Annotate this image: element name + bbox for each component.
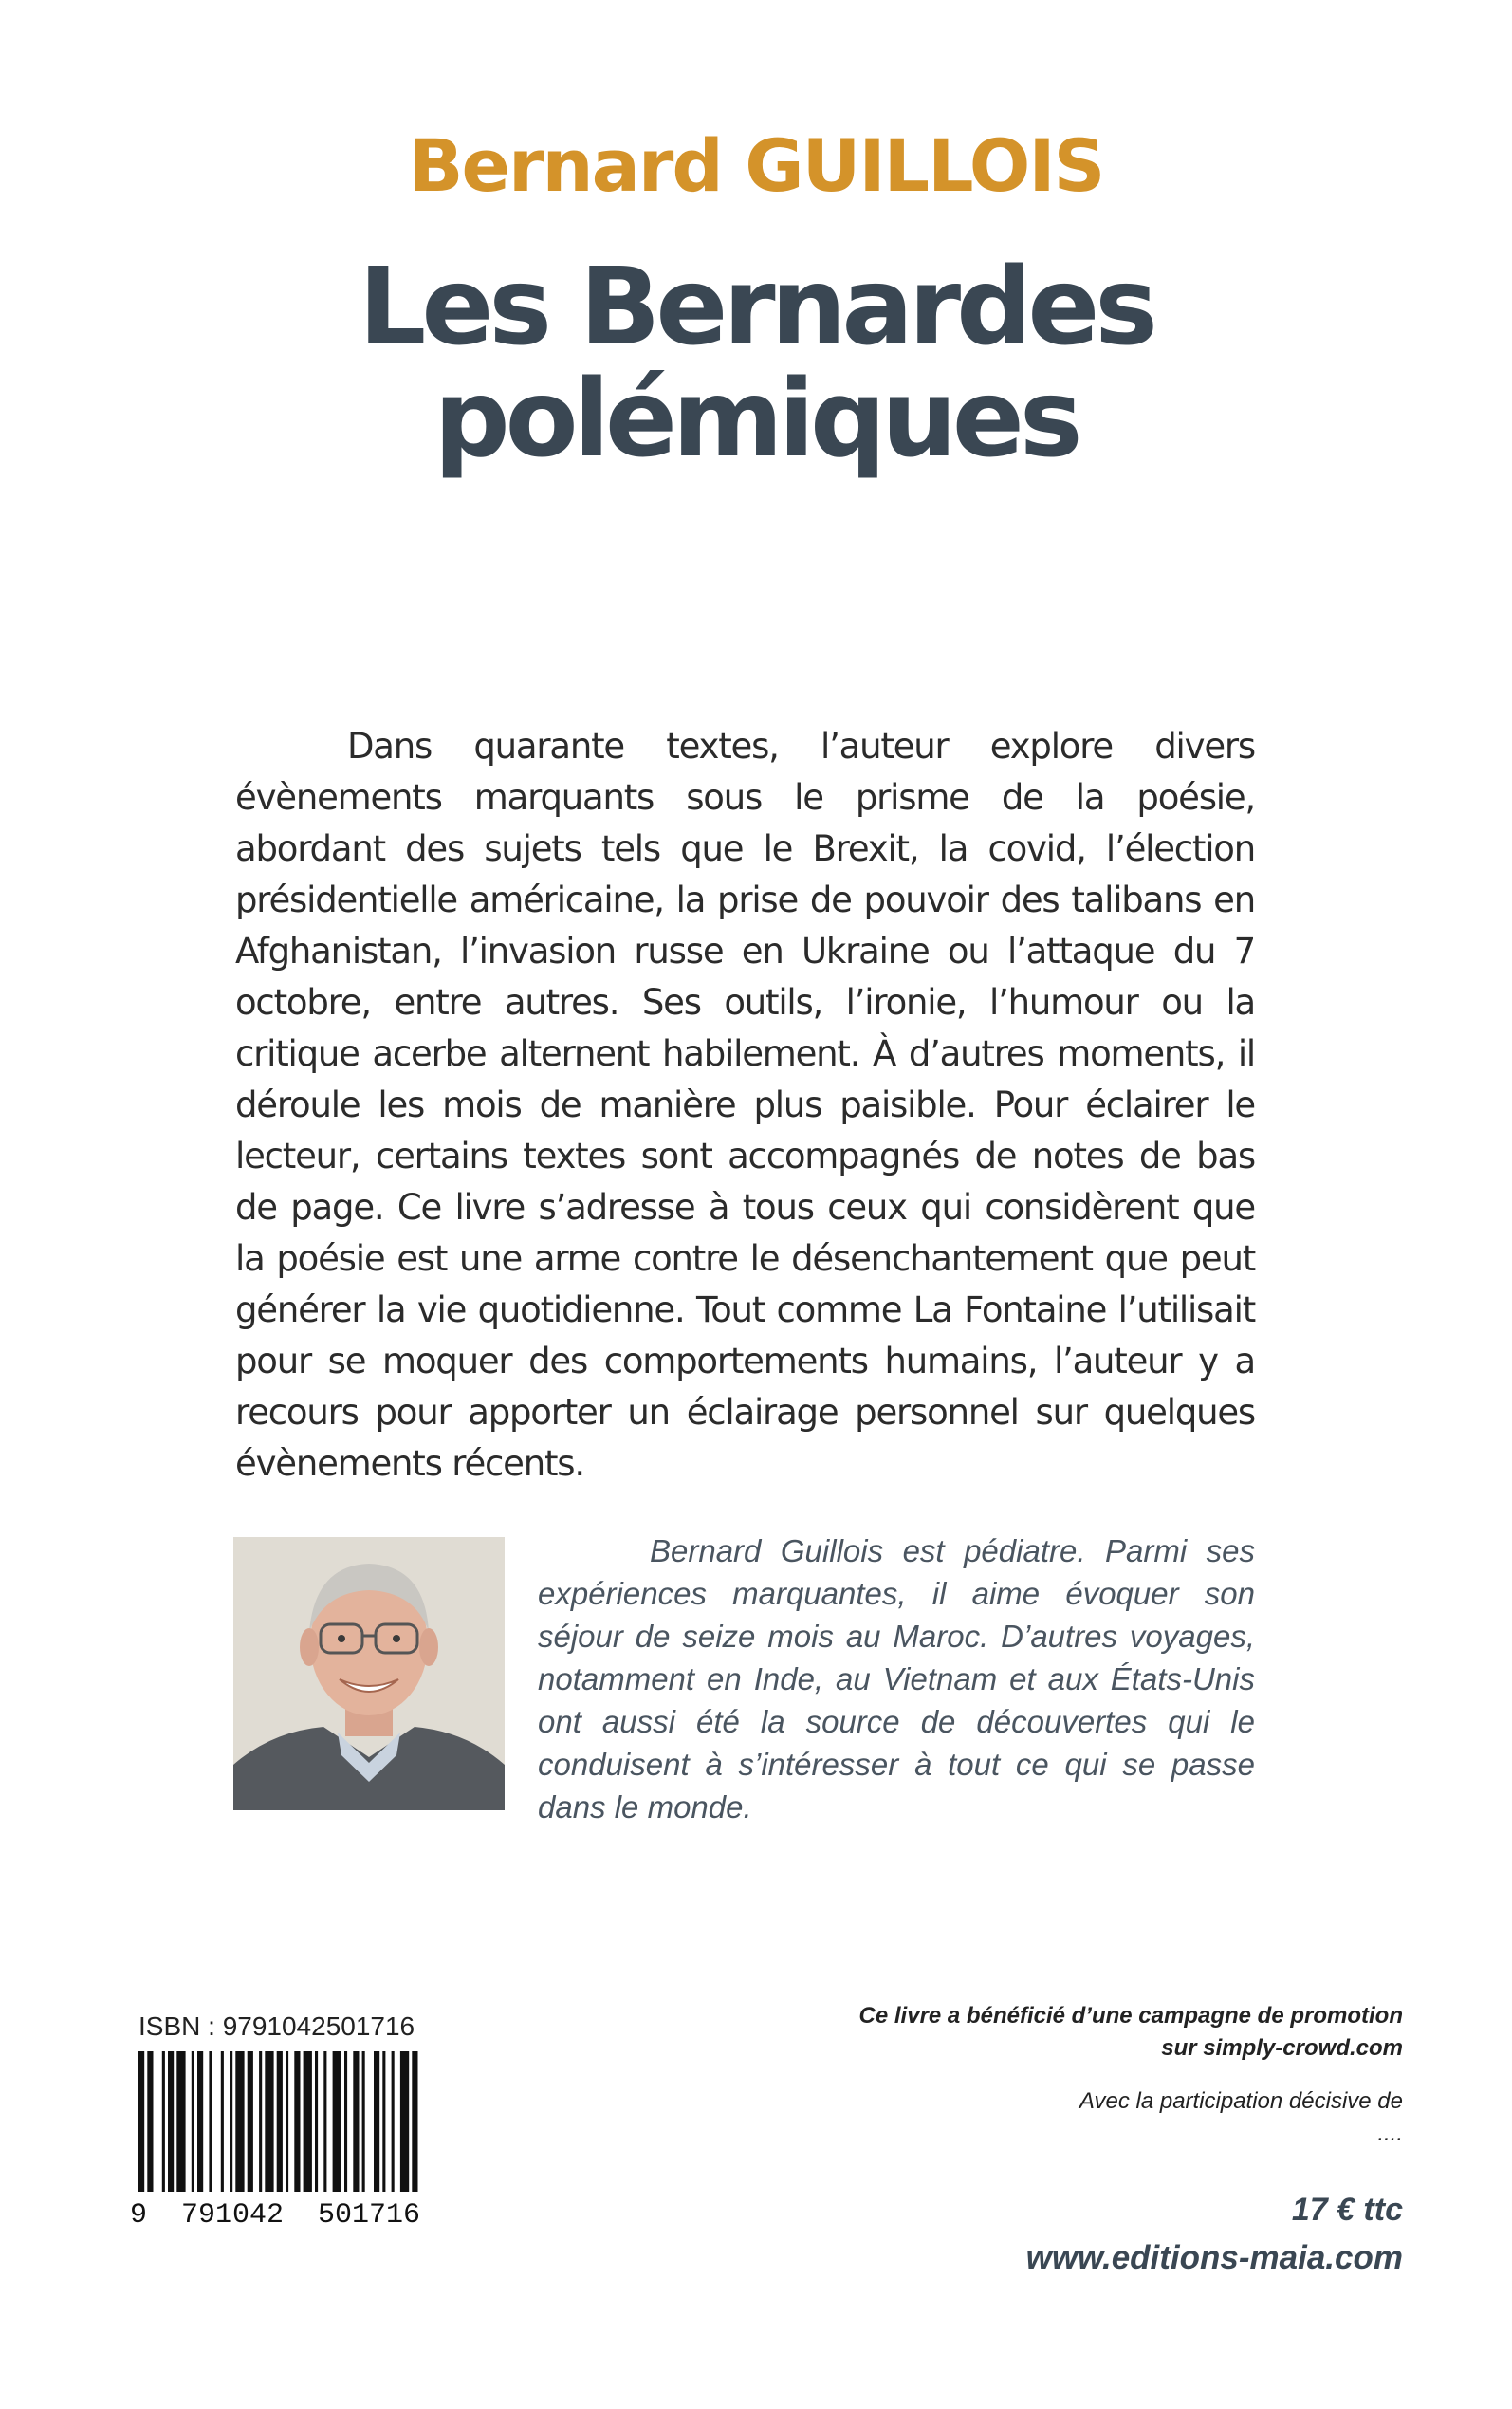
isbn-label: ISBN : 9791042501716	[138, 2011, 415, 2041]
author-photo	[233, 1537, 505, 1810]
participation-note	[1079, 2085, 1403, 2150]
barcode-bar	[400, 2051, 409, 2192]
barcode-bar	[248, 2051, 253, 2192]
publisher-website: www.editions-maia.com	[1025, 2239, 1403, 2276]
barcode-bar	[209, 2051, 212, 2192]
participation-line-2: ....	[1377, 2121, 1403, 2146]
barcode-bar	[176, 2051, 185, 2192]
title-line-2: polémiques	[433, 358, 1079, 481]
participation-line-1: Avec la participation décisive de	[1079, 2088, 1403, 2114]
barcode-bar	[221, 2051, 224, 2192]
barcode-bar	[235, 2051, 244, 2192]
author-bio: Bernard Guillois est pédiatre. Parmi ses expériences marquantes, il aime évoquer son séjour de seize mois au Maroc. D’autres voyages, notamment en Inde, au Vietnam et aux États-Unis ont aussi été la source de découvertes qui le conduisent à s’intéresser à tout ce qui se passe dans le monde.	[538, 1533, 1255, 1825]
promotion-note	[859, 2000, 1403, 2065]
barcode-bar	[277, 2051, 283, 2192]
author-portrait-image	[233, 1537, 505, 1810]
barcode-bar	[353, 2051, 359, 2192]
barcode-bar	[265, 2051, 273, 2192]
barcode-bar	[374, 2051, 379, 2192]
barcode-bar	[323, 2051, 326, 2192]
price-label: 17 € ttc	[1291, 2192, 1403, 2228]
barcode-bar	[197, 2051, 203, 2192]
barcode-bar	[333, 2051, 341, 2192]
barcode-bar	[147, 2051, 153, 2192]
barcode-bar	[230, 2051, 232, 2192]
barcode-bar	[412, 2051, 417, 2192]
barcode-bar	[344, 2051, 347, 2192]
author-name: Bernard GUILLOIS	[408, 123, 1104, 208]
book-title	[0, 246, 1512, 481]
title-line-1: Les Bernardes	[359, 246, 1153, 369]
barcode-bar	[162, 2051, 165, 2192]
barcode-bar	[362, 2051, 365, 2192]
back-cover-blurb: Dans quarante textes, l’auteur explore divers évènements marquants sous le prisme de la poésie, abordant des sujets tels que le Brexit, la covid, l’élection présidentielle américaine, la prise de pouvoir des talibans en Afghanistan, l’invasion russe en Ukraine ou l’attaque du 7 octobre, entre autres. Ses outils, l’ironie, l’humour ou la critique acerbe alternent habilement. À d’autres moments, il déroule les mois de manière plus paisible. Pour éclairer le lecteur, certains textes sont accompagnés de notes de bas de page. Ce livre s’adresse à tous ceux qui considèrent que la poésie est une arme contre le désenchantement que peut générer la vie quotidienne. Tout comme La Fontaine l’utilisait pour se moquer des comportements humains, l’auteur y a recours pour apporter un éclairage personnel sur quelques évènements récents.	[235, 726, 1255, 1484]
isbn-barcode	[114, 2048, 436, 2228]
barcode-bar	[304, 2051, 312, 2192]
promo-line-1: Ce livre a bénéficié d’une campagne de promotion	[858, 2003, 1403, 2029]
barcode-bar	[294, 2051, 300, 2192]
barcode-bar	[382, 2051, 385, 2192]
promo-line-2: sur simply-crowd.com	[1161, 2035, 1403, 2061]
barcode-bar	[192, 2051, 194, 2192]
barcode-bar	[392, 2051, 395, 2192]
barcode-bar	[259, 2051, 262, 2192]
barcode-bar	[138, 2051, 144, 2192]
barcode-bar	[286, 2051, 288, 2192]
barcode-digits: 9 791042 501716	[129, 2199, 421, 2228]
barcode-bar	[315, 2051, 318, 2192]
barcode-bar	[168, 2051, 174, 2192]
